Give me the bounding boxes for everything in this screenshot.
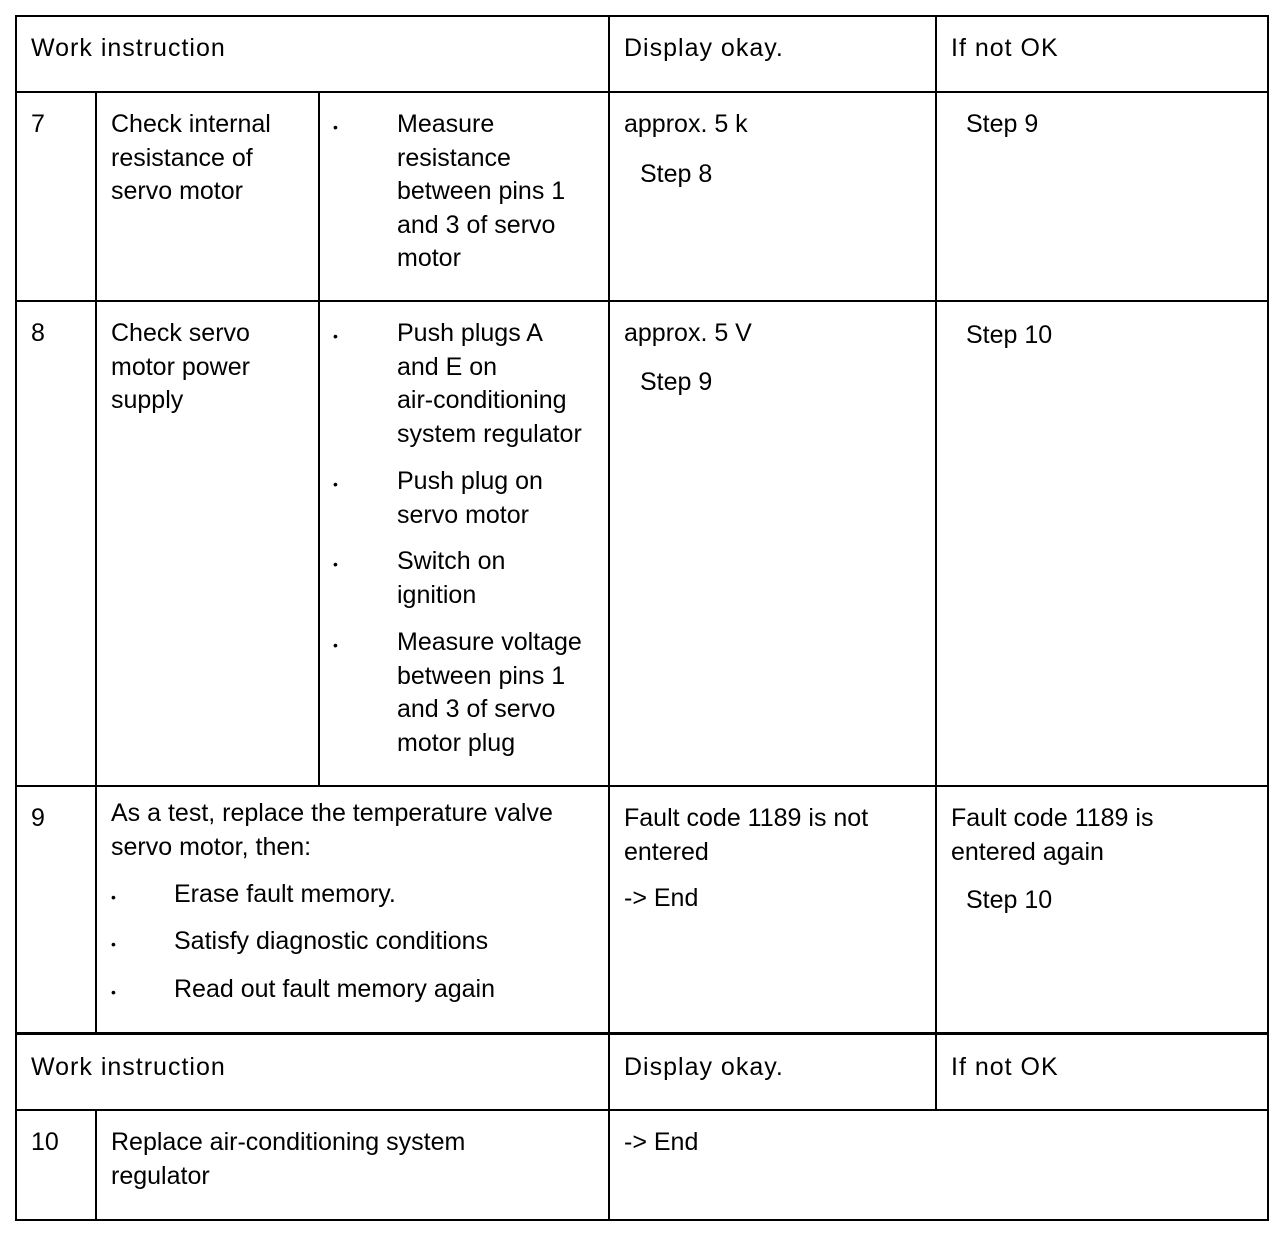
action-text: Push plugs A and E on air-conditioning system regulator (397, 319, 582, 448)
not-ok-next-step: Step 10 (966, 886, 1053, 914)
header-display-ok: Display okay. (624, 34, 784, 62)
display-next-step: -> End (624, 1128, 699, 1156)
bullet: • (111, 889, 116, 905)
step-column-divider-10 (95, 1109, 97, 1221)
action-text: Measure resistance between pins 1 and 3 of servo motor (397, 110, 566, 272)
display-value: approx. 5 V (624, 319, 752, 347)
row-7-divider (15, 300, 1269, 302)
display-value: Fault code 1189 is not entered (624, 804, 869, 866)
row-8-divider (15, 785, 1269, 787)
not-ok-value: Fault code 1189 is entered again (951, 804, 1154, 866)
not-ok-next-step: Step 9 (966, 110, 1039, 138)
bullet: • (111, 984, 116, 1000)
table-border-bottom (15, 1219, 1269, 1221)
display-value: approx. 5 k (624, 110, 748, 138)
table-border-top (15, 15, 1269, 17)
step-number: 10 (31, 1128, 59, 1156)
not-ok-next-step: Step 10 (966, 321, 1053, 349)
table-border-right (1267, 15, 1269, 1221)
check-text: Check internal resistance of servo motor (111, 110, 271, 205)
intro-text: As a test, replace the temperature valve servo motor, then: (111, 799, 553, 861)
step-number: 8 (31, 319, 45, 347)
bullet: • (333, 556, 338, 572)
display-next-step: Step 8 (640, 160, 713, 188)
step-number: 7 (31, 110, 45, 138)
bullet: • (333, 119, 338, 135)
step-number: 9 (31, 804, 45, 832)
header-work-instruction: Work instruction (31, 1053, 226, 1081)
notok-column-divider (935, 15, 937, 1111)
action-text: Measure voltage between pins 1 and 3 of servo motor plug (397, 628, 582, 757)
display-column-divider (608, 15, 610, 1221)
row-9-divider (15, 1032, 1269, 1035)
header-if-not-ok: If not OK (951, 34, 1059, 62)
check-text: Check servo motor power supply (111, 319, 250, 414)
table-border-left (15, 15, 17, 1221)
header-display-ok: Display okay. (624, 1053, 784, 1081)
header-if-not-ok: If not OK (951, 1053, 1059, 1081)
bullet: • (333, 637, 338, 653)
bullet: • (333, 328, 338, 344)
header-work-instruction: Work instruction (31, 34, 226, 62)
display-next-step: Step 9 (640, 368, 713, 396)
bullet: • (111, 936, 116, 952)
display-next-step: -> End (624, 884, 699, 912)
action-text: Push plug on servo motor (397, 467, 543, 529)
action-text: Read out fault memory again (174, 975, 496, 1003)
step-column-divider (95, 91, 97, 1034)
action-text: Erase fault memory. (174, 880, 396, 908)
check-text: Replace air-conditioning system regulator (111, 1128, 466, 1190)
bullet: • (333, 476, 338, 492)
action-text: Switch on ignition (397, 547, 506, 609)
header-1-divider (15, 91, 1269, 93)
check-column-divider (318, 91, 320, 787)
action-text: Satisfy diagnostic conditions (174, 927, 489, 955)
header-2-divider (15, 1109, 1269, 1111)
